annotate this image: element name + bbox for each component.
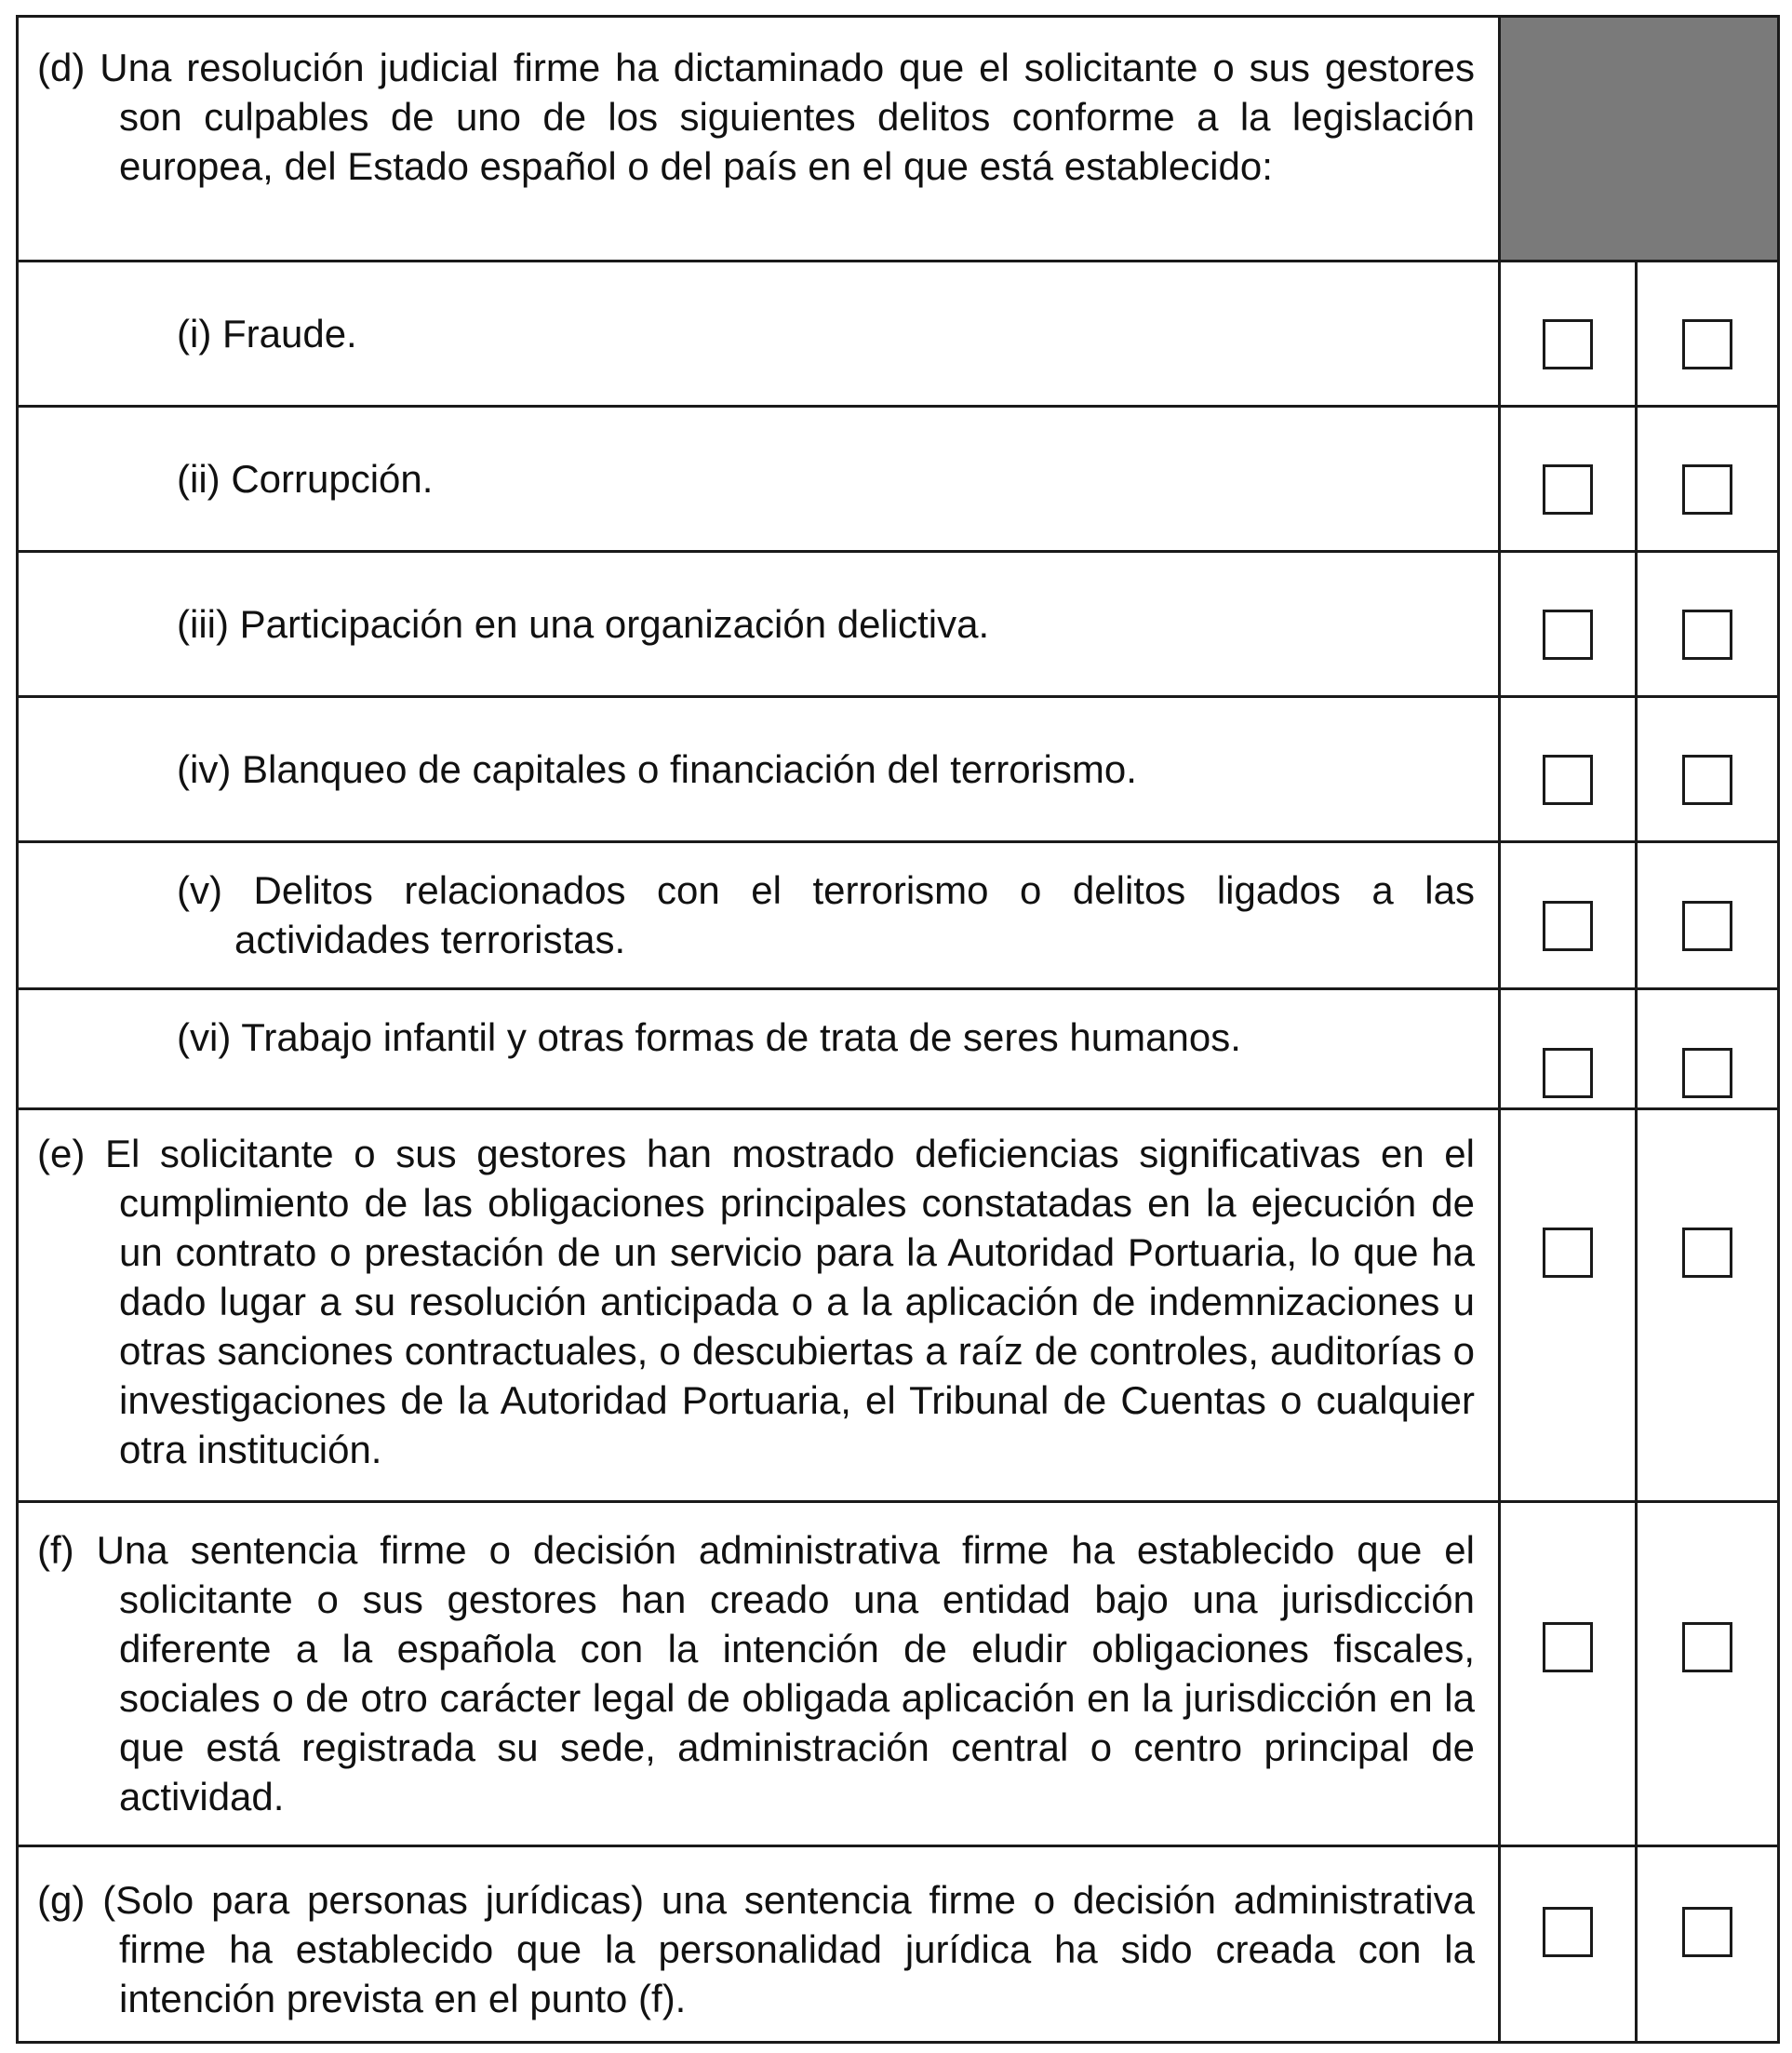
checkbox-cell — [1637, 1846, 1779, 2043]
checkbox-cell — [1500, 1109, 1637, 1502]
checkbox-yes[interactable] — [1543, 1048, 1593, 1098]
table-row — [18, 1846, 1779, 2043]
item-description: Participación en una organización delictiva. — [239, 602, 990, 646]
item-marker: (iii) — [177, 602, 229, 646]
item-marker: (iv) — [177, 747, 232, 791]
checkbox-cell — [1500, 1502, 1637, 1846]
item-description: Fraude. — [221, 312, 357, 356]
checkbox-cell — [1500, 697, 1637, 842]
item-description: El solicitante o sus gestores han mostrado deficiencias significativas en el cumplimiento de las obligaciones principales constatadas en la ejecución de un contrato o prestación de un servicio para la Autoridad Portuaria, lo que ha dado lugar a su resolución anticipada o a la aplicación de indemnizaciones u otras sanciones contractuales, o descubiertas a raíz de controles, auditorías o investigaciones de la Autoridad Portuaria, el Tribunal de Cuentas o cualquier otra institución. — [104, 1132, 1475, 1471]
table-row — [18, 697, 1779, 842]
checkbox-yes[interactable] — [1543, 319, 1593, 369]
table-row — [18, 1502, 1779, 1846]
exclusion-criteria-table — [16, 15, 1780, 2044]
item-text — [37, 1129, 1475, 1474]
item-text — [177, 745, 1475, 794]
table-row — [18, 17, 1779, 262]
checkbox-no[interactable] — [1682, 755, 1732, 805]
item-text — [177, 865, 1475, 964]
item-cell — [18, 1109, 1500, 1502]
item-description: Blanqueo de capitales o financiación del terrorismo. — [241, 747, 1137, 791]
item-marker: (d) — [37, 46, 86, 89]
checkbox-no[interactable] — [1682, 319, 1732, 369]
table-row — [18, 842, 1779, 989]
table-row — [18, 262, 1779, 407]
item-text — [177, 309, 1475, 358]
checkbox-no[interactable] — [1682, 1622, 1732, 1672]
item-description: Corrupción. — [231, 457, 434, 501]
item-cell — [18, 407, 1500, 552]
checkbox-cell — [1637, 989, 1779, 1109]
item-text — [177, 599, 1475, 649]
table-row — [18, 1109, 1779, 1502]
item-description: Trabajo infantil y otras formas de trata de seres humanos. — [241, 1015, 1241, 1059]
item-description: Una resolución judicial firme ha dictaminado que el solicitante o sus gestores son culpables de uno de los siguientes delitos conforme a la legislación europea, del Estado español o del país en el que está establecido: — [100, 46, 1475, 188]
checkbox-cell — [1500, 989, 1637, 1109]
table-row — [18, 552, 1779, 697]
item-cell — [18, 17, 1500, 262]
checkbox-cell — [1500, 407, 1637, 552]
shaded-header-cell — [1500, 17, 1779, 262]
item-description: Delitos relacionados con el terrorismo o delitos ligados a las actividades terroristas. — [234, 868, 1475, 961]
checkbox-yes[interactable] — [1543, 1907, 1593, 1957]
checkbox-yes[interactable] — [1543, 464, 1593, 515]
item-marker: (g) — [37, 1878, 86, 1922]
checkbox-cell — [1500, 262, 1637, 407]
checkbox-cell — [1637, 1502, 1779, 1846]
checkbox-cell — [1637, 697, 1779, 842]
checkbox-yes[interactable] — [1543, 755, 1593, 805]
checkbox-no[interactable] — [1682, 1228, 1732, 1278]
item-cell — [18, 262, 1500, 407]
checkbox-yes[interactable] — [1543, 1228, 1593, 1278]
item-marker: (f) — [37, 1528, 74, 1572]
checkbox-cell — [1500, 1846, 1637, 2043]
checkbox-cell — [1637, 262, 1779, 407]
item-marker: (e) — [37, 1132, 86, 1175]
table-row — [18, 989, 1779, 1109]
checkbox-cell — [1500, 842, 1637, 989]
item-text — [177, 454, 1475, 503]
checkbox-cell — [1637, 842, 1779, 989]
item-cell — [18, 697, 1500, 842]
item-marker: (v) — [177, 868, 222, 912]
checkbox-cell — [1637, 552, 1779, 697]
checkbox-no[interactable] — [1682, 1907, 1732, 1957]
item-text — [37, 1875, 1475, 2023]
item-description: Una sentencia firme o decisión administrativa firme ha establecido que el solicitante o sus gestores han creado una entidad bajo una jurisdicción diferente a la española con la intención de eludir obligaciones fiscales, sociales o de otro carácter legal de obligada aplicación en la jurisdicción en la que está registrada su sede, administración central o centro principal de actividad. — [96, 1528, 1475, 1818]
checkbox-cell — [1637, 407, 1779, 552]
checkbox-yes[interactable] — [1543, 1622, 1593, 1672]
checkbox-yes[interactable] — [1543, 901, 1593, 951]
table-row — [18, 407, 1779, 552]
item-text — [37, 43, 1475, 191]
checkbox-no[interactable] — [1682, 901, 1732, 951]
item-cell — [18, 552, 1500, 697]
item-marker: (vi) — [177, 1015, 232, 1059]
checkbox-cell — [1500, 552, 1637, 697]
checkbox-no[interactable] — [1682, 464, 1732, 515]
item-description: (Solo para personas jurídicas) una sentencia firme o decisión administrativa firme ha establecido que la personalidad jurídica ha sido creada con la intención prevista en el punto (f). — [102, 1878, 1475, 2020]
item-marker: (ii) — [177, 457, 221, 501]
item-text — [37, 1525, 1475, 1821]
item-cell — [18, 1502, 1500, 1846]
item-cell — [18, 1846, 1500, 2043]
checkbox-cell — [1637, 1109, 1779, 1502]
checkbox-no[interactable] — [1682, 1048, 1732, 1098]
item-text — [177, 1013, 1475, 1062]
item-cell — [18, 989, 1500, 1109]
checkbox-no[interactable] — [1682, 610, 1732, 660]
checkbox-yes[interactable] — [1543, 610, 1593, 660]
item-cell — [18, 842, 1500, 989]
item-marker: (i) — [177, 312, 212, 356]
